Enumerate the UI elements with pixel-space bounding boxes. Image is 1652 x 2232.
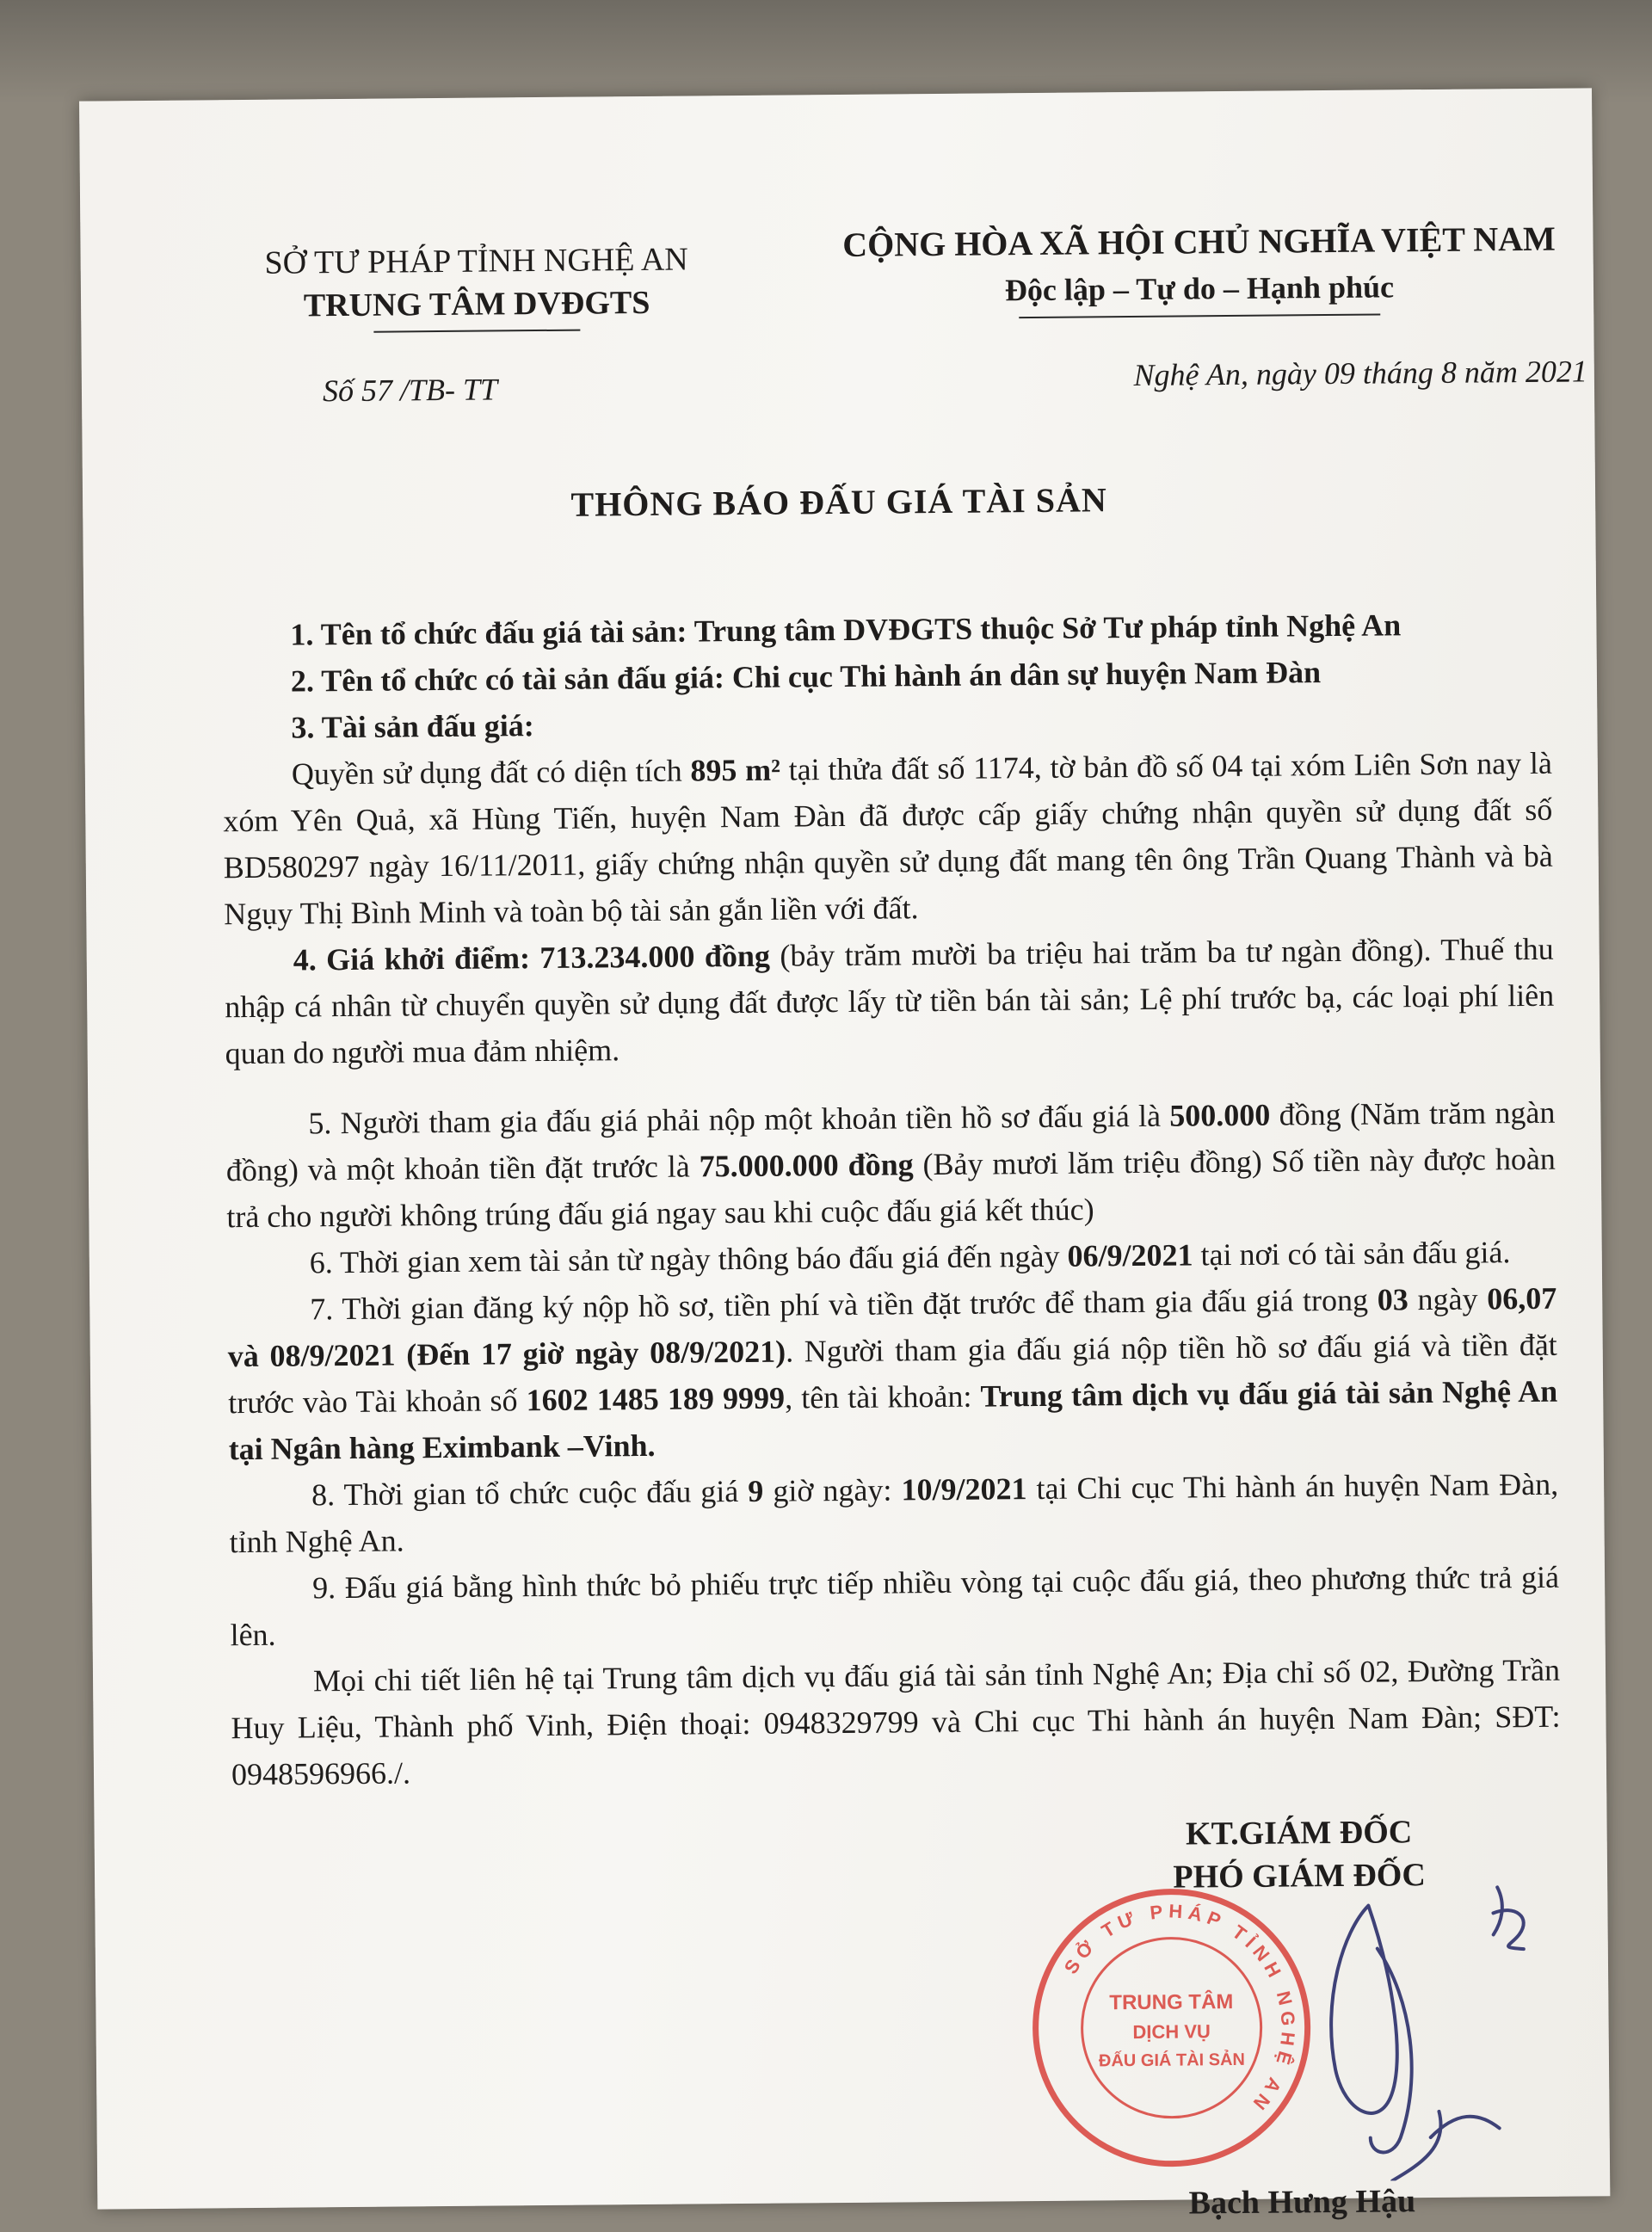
document-date: Nghệ An, ngày 09 tháng 8 năm 2021: [1133, 354, 1588, 392]
national-title: CỘNG HÒA XÃ HỘI CHỦ NGHĨA VIỆT NAM: [842, 219, 1556, 264]
table-surface: [0, 0, 1652, 103]
header-left-underline: [373, 330, 580, 333]
signature-title-2: PHÓ GIÁM ĐỐC: [1173, 1857, 1426, 1896]
item-3-text: Quyền sử dụng đất có diện tích 895 m² tại thửa đất số 1174, tờ bản đồ số 04 tại xóm Liên Sơn nay là xóm Yên Quả, xã Hùng Tiến, huyện Nam Đàn đã được cấp giấy chứng nhận quyền sử dụng đất số BD580297 ngày 16/11/2011, giấy chứng nhận quyền sử dụng đất mang tên ông Trần Quang Thành và bà Ngụy Thị Bình Minh và toàn bộ tài sản gắn liền với đất.: [223, 745, 1553, 932]
item-6: 6. Thời gian xem tài sản từ ngày thông báo đấu giá đến ngày 06/9/2021 tại nơi có tài sản đấu giá.: [309, 1235, 1511, 1280]
stamp-line-3: ĐẤU GIÁ TÀI SẢN: [1098, 2050, 1246, 2071]
stamp-line-1: TRUNG TÂM: [1109, 1990, 1234, 2015]
header-center-name: TRUNG TÂM DVĐGTS: [303, 284, 650, 324]
item-8: 8. Thời gian tổ chức cuộc đấu giá 9 giờ ngày: 10/9/2021 tại Chi cục Thi hành án huyện Nam Đàn, tỉnh Nghệ An.: [229, 1466, 1559, 1560]
header-right: [811, 215, 1587, 315]
national-motto: Độc lập – Tự do – Hạnh phúc: [1004, 269, 1395, 308]
item-5: 5. Người tham gia đấu giá phải nộp một khoản tiền hồ sơ đấu giá là 500.000 đồng (Năm trăm ngàn đồng) và một khoản tiền đặt trước là 75.000.000 đồng (Bảy mươi lăm triệu đồng) Số tiền này được hoàn trả cho người không trúng đấu giá ngay sau khi cuộc đấu giá kết thúc): [225, 1094, 1556, 1235]
item-7: 7. Thời gian đăng ký nộp hồ sơ, tiền phí và tiền đặt trước để tham gia đấu giá trong 03 ngày 06,07 và 08/9/2021 (Đến 17 giờ ngày 08/9/2021). Người tham gia đấu giá nộp tiền hồ sơ đấu giá và tiền đặt trước vào Tài khoản số 1602 1485 189 9999, tên tài khoản: Trung tâm dịch vụ đấu giá tài sản Nghệ An tại Ngân hàng Eximbank –Vinh.: [227, 1280, 1558, 1467]
document-number: Số 57 /TB- TT: [322, 372, 498, 409]
viewing-deadline: 06/9/2021: [1067, 1237, 1193, 1273]
stamp-line-2: DỊCH VỤ: [1132, 2020, 1211, 2044]
document-page: [79, 88, 1610, 2222]
header-agency: SỞ TƯ PHÁP TỈNH NGHỆ AN: [264, 241, 688, 281]
item-2: 2. Tên tổ chức có tài sản đấu giá: Chi cục Thi hành án dân sự huyện Nam Đàn: [290, 655, 1322, 699]
bank-account-number: 1602 1485 189 9999: [526, 1380, 786, 1418]
deposit-amount: 75.000.000 đồng: [699, 1147, 914, 1184]
item-4: 4. Giá khởi điểm: 713.234.000 đồng (bảy trăm mười ba triệu hai trăm ba tư ngàn đồng). Thuế thu nhập cá nhân từ chuyển quyền sử dụng đất được lấy từ tiền bán tài sản; Lệ phí trước bạ, các loại phí liên quan do người mua đảm nhiệm.: [225, 931, 1555, 1071]
auction-date: 10/9/2021: [901, 1471, 1027, 1508]
item-1: 1. Tên tổ chức đấu giá tài sản: Trung tâm DVĐGTS thuộc Sở Tư pháp tỉnh Nghệ An: [290, 607, 1402, 652]
land-area: 895 m²: [690, 752, 781, 788]
registration-dates: 06,07 và 08/9/2021 (Đến 17 giờ ngày 08/9/2021): [227, 1280, 1557, 1374]
handwritten-signature: [1239, 1853, 1551, 2182]
stamp-ring-text: SỞ TƯ PHÁP TỈNH NGHỆ AN: [1059, 1900, 1300, 2118]
starting-price: 4. Giá khởi điểm: 713.234.000 đồng: [293, 938, 771, 977]
signature-title-1: KT.GIÁM ĐỐC: [1185, 1814, 1413, 1853]
document-body: [221, 601, 1561, 1797]
header-right-underline: [1019, 313, 1380, 318]
dossier-fee: 500.000: [1169, 1097, 1271, 1133]
header-left: [209, 237, 743, 328]
contact-info: Mọi chi tiết liên hệ tại Trung tâm dịch vụ đấu giá tài sản tỉnh Nghệ An; Địa chỉ số 02, Đường Trần Huy Liệu, Thành phố Vinh, Điện thoại: 0948329799 và Chi cục Thi hành án huyện Nam Đàn; SĐT: 0948596966./.: [231, 1652, 1561, 1792]
item-9: 9. Đấu giá bằng hình thức bỏ phiếu trực tiếp nhiều vòng tại cuộc đấu giá, theo phương thức trả giá lên.: [230, 1559, 1560, 1653]
item-3-heading: 3. Tài sản đấu giá:: [291, 708, 534, 745]
bank-account-name: Trung tâm dịch vụ đấu giá tài sản Nghệ An tại Ngân hàng Eximbank –Vinh.: [228, 1373, 1558, 1467]
document-title: THÔNG BÁO ĐẤU GIÁ TÀI SẢN: [570, 480, 1107, 524]
signer-name: Bạch Hưng Hậu: [1188, 2183, 1416, 2222]
